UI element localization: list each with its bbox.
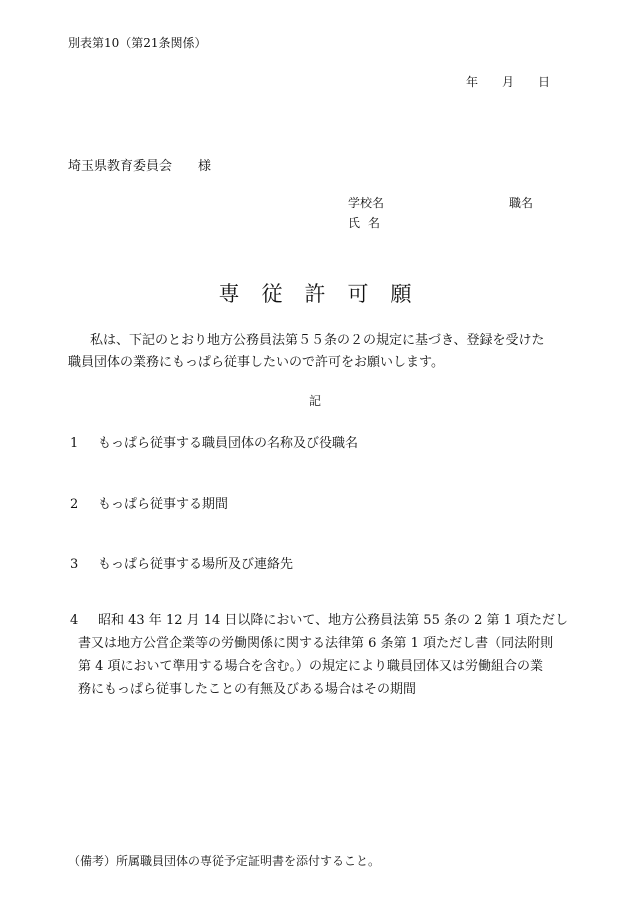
date-year: 年 [466, 75, 479, 89]
item-number: 4 [70, 613, 79, 628]
date-month: 月 [502, 75, 515, 89]
item-text: 昭和 43 年 12 月 14 日以降において、地方公務員法第 55 条の 2 第 1 項ただし [98, 613, 569, 628]
item-number: 1 [70, 436, 79, 451]
list-item [70, 609, 569, 701]
item-4-line-4: 務にもっぱら従事したことの有無及びある場合はその期間 [78, 682, 417, 697]
position-label: 職名 [509, 196, 534, 210]
list-item [70, 493, 228, 512]
item-4-line-1 [70, 609, 569, 632]
list-item [70, 432, 358, 451]
form-reference: 別表第10（第21条関係） [68, 36, 207, 50]
remarks-note: （備考）所属職員団体の専従予定証明書を添付すること。 [68, 854, 381, 868]
item-text: もっぱら従事する職員団体の名称及び役職名 [98, 436, 359, 451]
item-4-line-2: 書又は地方公営企業等の労働関係に関する法律第 6 条第 1 項ただし書（同法附則 [78, 636, 554, 651]
item-text: もっぱら従事する場所及び連絡先 [98, 557, 294, 572]
ki-heading: 記 [308, 394, 321, 408]
addressee [68, 155, 211, 174]
document-title: 専従許可願 [218, 282, 434, 306]
intro-paragraph [68, 330, 563, 374]
intro-line-1: 私は、下記のとおり地方公務員法第５５条の２の規定に基づき、登録を受けた [90, 333, 545, 348]
intro-line-2: 職員団体の業務にもっぱら従事したいので許可をお願いします。 [68, 355, 444, 370]
school-name-label: 学校名 [348, 196, 385, 210]
list-item [70, 553, 293, 572]
item-number: 3 [70, 557, 79, 572]
applicant-name-label: 氏名 [348, 216, 389, 230]
addressee-honorific: 様 [198, 159, 212, 174]
item-4-line-3: 第 4 項において準用する場合を含む。）の規定により職員団体又は労働組合の業 [78, 659, 544, 674]
item-number: 2 [70, 497, 79, 512]
date-day: 日 [538, 75, 551, 89]
addressee-name: 埼玉県教育委員会 [68, 159, 173, 174]
date-line [466, 73, 550, 90]
item-text: もっぱら従事する期間 [98, 497, 229, 512]
